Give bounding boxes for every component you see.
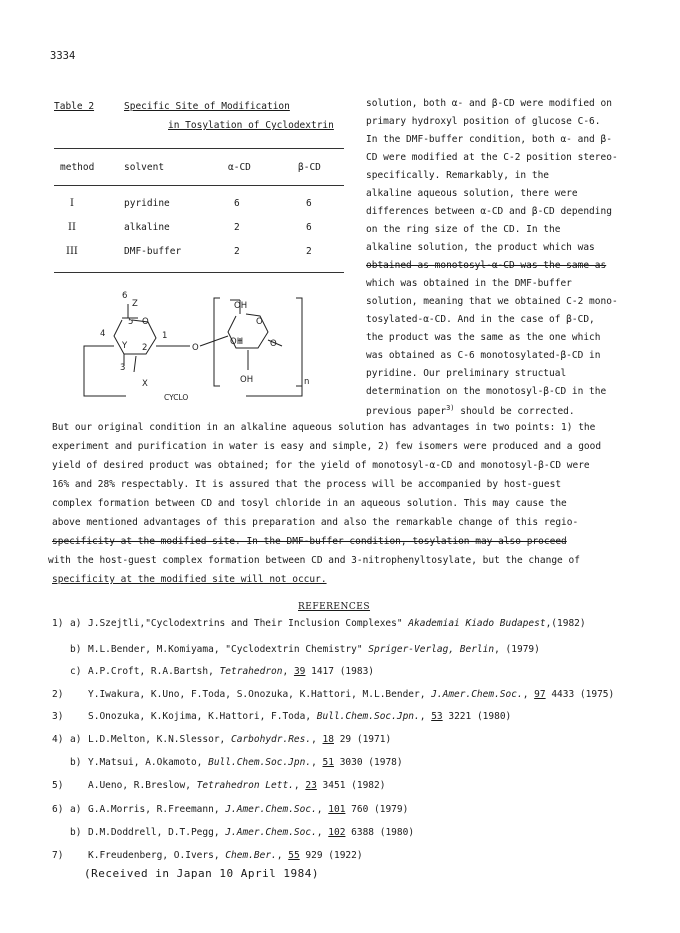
reference-subletter: b) (70, 644, 82, 655)
table-row-1-beta: 6 (306, 198, 312, 209)
journal-name: Bull.Chem.Soc.Jpn. (208, 757, 312, 768)
table-row-3-alpha: 2 (234, 246, 240, 257)
table-header-rule (54, 185, 344, 186)
label-4: 4 (100, 329, 106, 339)
volume-number: 53 (431, 711, 443, 722)
reference-text: 6388 (1980) (345, 827, 415, 838)
journal-name: Tetrahedron Lett. (196, 780, 294, 791)
reference-text: S.Onozuka, K.Kojima, K.Hattori, F.Toda, (88, 711, 317, 722)
body-line: above mentioned advantages of this preparation and also the remarkable change of this regio- (52, 517, 579, 528)
reference-item (52, 734, 391, 745)
volume-number: 55 (288, 850, 300, 861)
reference-text: A.Ueno, R.Breslow, (88, 780, 197, 791)
right-column-line: was obtained as C-6 monotosylated-β-CD in (366, 350, 601, 361)
reference-text: D.M.Doddrell, D.T.Pegg, (88, 827, 226, 838)
journal-name: Carbohydr.Res. (231, 734, 312, 745)
volume-number: 18 (322, 734, 334, 745)
reference-text: , (293, 780, 306, 791)
reference-item (52, 618, 586, 629)
reference-item (52, 757, 403, 768)
reference-number: 3) (52, 711, 64, 722)
reference-text: , (282, 666, 294, 677)
reference-text: K.Freudenberg, O.Ivers, (88, 850, 226, 861)
right-column-line: alkaline aqueous solution, there were (366, 188, 578, 199)
right-column-line: the product was the same as the one which (366, 332, 601, 343)
reference-text: , (316, 804, 329, 815)
reference-subletter: a) (70, 618, 82, 629)
journal-name: Chem.Ber. (225, 850, 277, 861)
label-6: 6 (122, 291, 128, 301)
volume-number: 23 (305, 780, 317, 791)
table-row-3-solvent: DMF-buffer (124, 246, 182, 257)
reference-text: 760 (1979) (345, 804, 409, 815)
reference-item (52, 804, 408, 815)
cyclodextrin-structure-diagram (70, 286, 330, 422)
journal-name: Akademiai Kiado Budapest (408, 618, 546, 629)
right-column-line: solution, both α- and β-CD were modified on (366, 98, 612, 109)
reference-subletter: b) (70, 757, 82, 768)
reference-number: 1) (52, 618, 64, 629)
journal-name: Spriger-Verlag, Berlin (368, 644, 495, 655)
body-line: with the host-guest complex formation between CD and 3-nitrophenyltosylate, but the change of (48, 555, 580, 566)
reference-number: 4) (52, 734, 64, 745)
reference-item (52, 666, 374, 677)
table-label: Table 2 (54, 101, 95, 112)
body-line: yield of desired product was obtained; for the yield of monotosyl-α-CD and monotosyl-β-CD were (52, 460, 590, 471)
right-column-line: pyridine. Our preliminary structual (366, 368, 567, 379)
right-column-line: differences between α-CD and β-CD depending (366, 206, 612, 217)
table-row-2-solvent: alkaline (124, 222, 170, 233)
right-column-text: previous paper (366, 406, 447, 418)
right-column-line: alkaline solution, the product which was (366, 242, 595, 253)
label-ring-o2: O (256, 317, 263, 327)
journal-name: J.Amer.Chem.Soc. (225, 827, 317, 838)
reference-text: , (311, 757, 323, 768)
label-oh-bottom: OH (240, 375, 254, 385)
volume-number: 101 (328, 804, 346, 815)
reference-text: M.L.Bender, M.Komiyama, "Cyclodextrin Chemistry" (88, 644, 369, 655)
body-line: specificity at the modified site. In the DMF-buffer condition, tosylation may also proceed (52, 536, 567, 547)
reference-subletter: a) (70, 804, 82, 815)
table-header-method: method (60, 162, 95, 173)
reference-text: A.P.Croft, R.A.Bartsh, (88, 666, 220, 677)
right-column-last-line (366, 404, 575, 417)
reference-text: 929 (1922) (299, 850, 363, 861)
label-link-o2: O (270, 339, 277, 349)
reference-item (52, 711, 511, 722)
label-5: 5 (128, 317, 134, 327)
reference-text: Y.Matsui, A.Okamoto, (88, 757, 209, 768)
reference-text: 3221 (1980) (442, 711, 512, 722)
table-title-line1: Specific Site of Modification (124, 101, 290, 112)
reference-text: Y.Iwakura, K.Uno, F.Toda, S.Onozuka, K.Hattori, M.L.Bender, (88, 689, 432, 700)
reference-subletter: c) (70, 666, 82, 677)
body-line: experiment and purification in water is easy and simple, 2) few isomers were produced and a good (52, 441, 602, 452)
label-oh-mid: OH (230, 337, 244, 347)
body-line: 16% and 28% respectably. It is assured that the process will be accompanied by host-guest (52, 479, 562, 490)
volume-number: 97 (534, 689, 546, 700)
reference-text: 4433 (1975) (545, 689, 615, 700)
right-column-line: obtained as monotosyl-α-CD was the same as (366, 260, 607, 271)
table-bottom-rule (54, 272, 344, 273)
reference-text: , (1979) (494, 644, 540, 655)
body-line: But our original condition in an alkaline aqueous solution has advantages in two points: 1) the (52, 422, 596, 433)
reference-subletter: a) (70, 734, 82, 745)
reference-item (52, 850, 363, 861)
label-link-o: O (192, 343, 199, 353)
table-header-alpha: α-CD (228, 162, 251, 173)
table-top-rule (54, 148, 344, 149)
reference-subletter: b) (70, 827, 82, 838)
table-header-beta: β-CD (298, 162, 321, 173)
reference-text: G.A.Morris, R.Freemann, (88, 804, 226, 815)
table-row-1-solvent: pyridine (124, 198, 170, 209)
label-z: Z (132, 299, 138, 309)
right-column-line: determination on the monotosyl-β-CD in the (366, 386, 607, 397)
volume-number: 102 (328, 827, 346, 838)
label-cyclo: CYCLO (164, 393, 189, 402)
label-3: 3 (120, 363, 126, 373)
journal-name: Tetrahedron (219, 666, 283, 677)
reference-text: , (522, 689, 535, 700)
right-column-line: primary hydroxyl position of glucose C-6. (366, 116, 601, 127)
reference-text: , (419, 711, 432, 722)
table-row-2-alpha: 2 (234, 222, 240, 233)
label-2: 2 (142, 343, 148, 353)
table-row-2-method: II (68, 222, 76, 233)
reference-item (52, 780, 385, 791)
label-oh-top: OH (234, 301, 248, 311)
right-column-line: which was obtained in the DMF-buffer (366, 278, 572, 289)
reference-text: 29 (1971) (333, 734, 392, 745)
reference-text: , (276, 850, 289, 861)
reference-text: , (311, 734, 323, 745)
label-n: n (304, 377, 310, 387)
reference-number: 5) (52, 780, 64, 791)
citation-superscript: 3) (446, 404, 455, 412)
journal-name: J.Amer.Chem.Soc. (225, 804, 317, 815)
label-1: 1 (162, 331, 168, 341)
table-row-3-method: III (66, 246, 78, 257)
reference-text: 3451 (1982) (316, 780, 386, 791)
label-ring-o1: O (142, 317, 149, 327)
table-row-3-beta: 2 (306, 246, 312, 257)
reference-item (52, 689, 614, 700)
table-header-solvent: solvent (124, 162, 165, 173)
reference-text: , (316, 827, 329, 838)
right-column-text: should be corrected. (454, 406, 575, 418)
reference-text: ,(1982) (545, 618, 586, 629)
reference-number: 2) (52, 689, 64, 700)
journal-name: Bull.Chem.Soc.Jpn. (316, 711, 420, 722)
received-date: (Received in Japan 10 April 1984) (84, 867, 320, 880)
right-column-line: solution, meaning that we obtained C-2 mono- (366, 296, 618, 307)
right-column-line: on the ring size of the CD. In the (366, 224, 561, 235)
body-line: specificity at the modified site will not occur. (52, 574, 327, 585)
reference-number: 6) (52, 804, 64, 815)
label-x: X (142, 379, 148, 389)
right-column-line: specifically. Remarkably, in the (366, 170, 550, 181)
page-number: 3334 (50, 50, 76, 62)
label-y: Y (122, 341, 128, 351)
right-column-line: In the DMF-buffer condition, both α- and β- (366, 134, 612, 145)
right-column-line: tosylated-α-CD. And in the case of β-CD, (366, 314, 595, 325)
volume-number: 51 (322, 757, 334, 768)
reference-item (52, 644, 540, 655)
references-heading: REFERENCES (298, 602, 371, 612)
right-column-line: CD were modified at the C-2 position stereo- (366, 152, 618, 163)
table-row-1-alpha: 6 (234, 198, 240, 209)
reference-number: 7) (52, 850, 64, 861)
table-row-2-beta: 6 (306, 222, 312, 233)
table-row-1-method: I (70, 198, 74, 209)
body-line: complex formation between CD and tosyl chloride in an aqueous solution. This may cause the (52, 498, 567, 509)
reference-item (52, 827, 414, 838)
volume-number: 39 (293, 666, 306, 677)
reference-text: L.D.Melton, K.N.Slessor, (88, 734, 231, 745)
reference-text: 1417 (1983) (305, 666, 375, 677)
reference-text: J.Szejtli,"Cyclodextrins and Their Inclusion Complexes" (88, 618, 409, 629)
table-title-line2: in Tosylation of Cyclodextrin (168, 120, 334, 131)
journal-name: J.Amer.Chem.Soc. (431, 689, 523, 700)
reference-text: 3030 (1978) (333, 757, 403, 768)
